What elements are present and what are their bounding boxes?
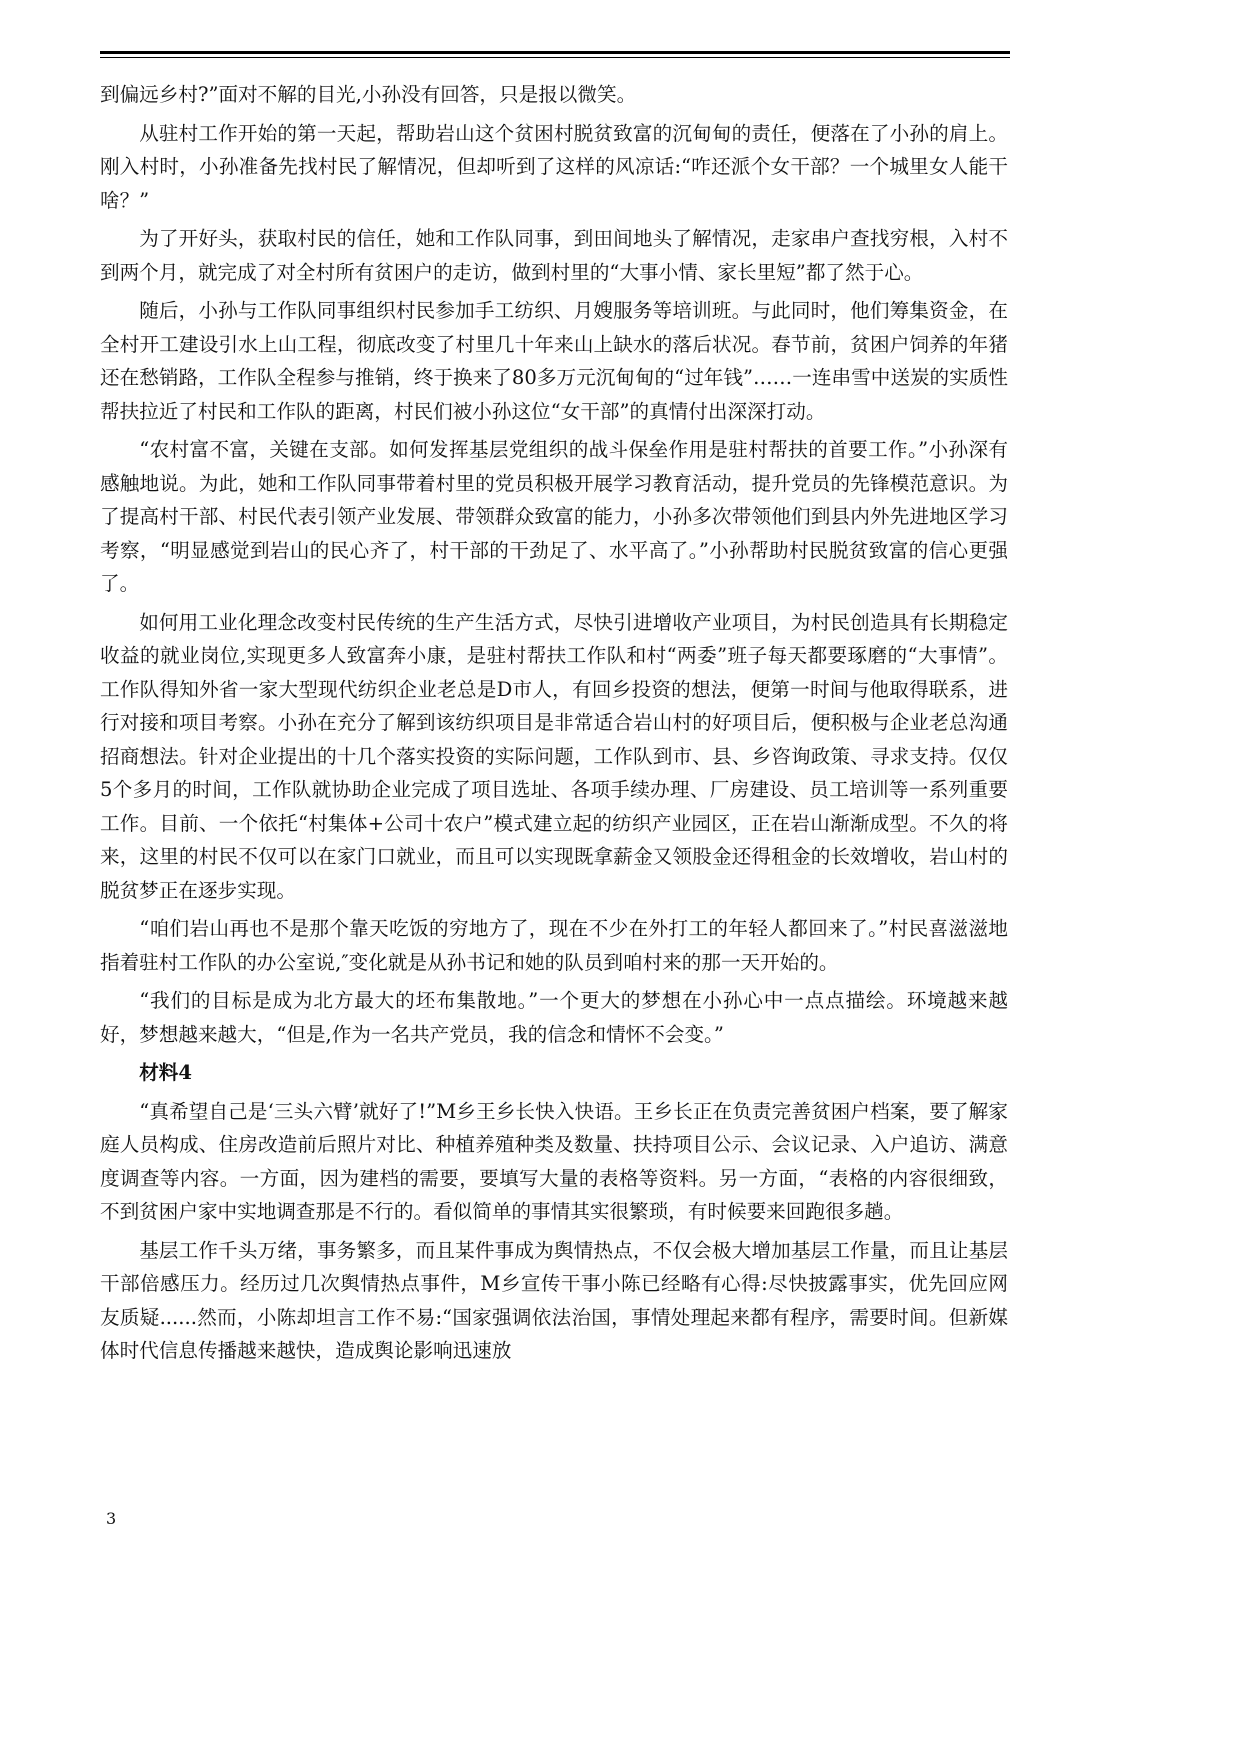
page-number: 3 [106,1509,117,1528]
document-body [100,78,1008,1373]
header-rule-thick [100,51,1010,54]
paragraph: 随后，小孙与工作队同事组织村民参加手工纺织、月嫂服务等培训班。与此同时，他们筹集资金，在全村开工建设引水上山工程，彻底改变了村里几十年来山上缺水的落后状况。春节前，贫困户饲养的年猪还在愁销路，工作队全程参与推销，终于换来了80多万元沉甸甸的“过年钱”……一连串雪中送炭的实质性帮扶拉近了村民和工作队的距离，村民们被小孙这位“女干部”的真情付出深深打动。 [100,299,1008,423]
paragraph: 如何用工业化理念改变村民传统的生产生活方式，尽快引进增收产业项目，为村民创造具有长期稳定收益的就业岗位,实现更多人致富奔小康，是驻村帮扶工作队和村“两委”班子每天都要琢磨的“大事情”。工作队得知外省一家大型现代纺织企业老总是D市人，有回乡投资的想法，便第一时间与他取得联系，进行对接和项目考察。小孙在充分了解到该纺织项目是非常适合岩山村的好项目后，便积极与企业老总沟通招商想法。针对企业提出的十几个落实投资的实际问题，工作队到市、县、乡咨询政策、寻求支持。仅仅5个多月的时间，工作队就协助企业完成了项目选址、各项手续办理、厂房建设、员工培训等一系列重要工作。目前、一个依托“村集体+公司十农户”模式建立起的纺织产业园区，正在岩山渐渐成型。不久的将来，这里的村民不仅可以在家门口就业，而且可以实现既拿薪金又领股金还得租金的长效增收，岩山村的脱贫梦正在逐步实现。 [100,610,1008,902]
paragraph: 为了开好头，获取村民的信任，她和工作队同事，到田间地头了解情况，走家串户查找穷根，入村不到两个月，就完成了对全村所有贫困户的走访，做到村里的“大事小情、家长里短”都了然于心。 [100,227,1008,284]
paragraph: 从驻村工作开始的第一天起，帮助岩山这个贫困村脱贫致富的沉甸甸的责任，便落在了小孙的肩上。刚入村时，小孙准备先找村民了解情况，但却听到了这样的风凉话:“咋还派个女干部？一个城里女人能干啥？” [100,121,1008,212]
paragraph: 基层工作千头万绪，事务繁多，而且某件事成为舆情热点，不仅会极大增加基层工作量，而且让基层干部倍感压力。经历过几次舆情热点事件，M乡宣传干事小陈已经略有心得:尽快披露事实，优先回应网友质疑......然而，小陈却坦言工作不易:“国家强调依法治国，事情处理起来都有程序，需要时间。但新媒体时代信息传播越来越快，造成舆论影响迅速放 [100,1238,1008,1362]
section-heading: 材料4 [139,1061,193,1084]
paragraph: “真希望自己是‘三头六臂’就好了!”M乡王乡长快入快语。王乡长正在负责完善贫困户档案，要了解家庭人员构成、住房改造前后照片对比、种植养殖种类及数量、扶持项目公示、会议记录、入户追访、满意度调查等内容。一方面，因为建档的需要，要填写大量的表格等资料。另一方面，“表格的内容很细致，不到贫困户家中实地调查那是不行的。看似简单的事情其实很繁琐，有时候要来回跑很多趟。 [100,1099,1008,1223]
paragraph: “农村富不富，关键在支部。如何发挥基层党组织的战斗保垒作用是驻村帮扶的首要工作。”小孙深有感触地说。为此，她和工作队同事带着村里的党员积极开展学习教育活动，提升党员的先锋模范意识。为了提高村干部、村民代表引领产业发展、带领群众致富的能力，小孙多次带领他们到县内外先进地区学习考察，“明显感觉到岩山的民心齐了，村干部的干劲足了、水平高了。”小孙帮助村民脱贫致富的信心更强了。 [100,438,1008,595]
paragraph-continuation: 到偏远乡村?”面对不解的目光,小孙没有回答，只是报以微笑。 [100,83,637,106]
paragraph: “咱们岩山再也不是那个靠天吃饭的穷地方了，现在不少在外打工的年轻人都回来了。”村民喜滋滋地指着驻村工作队的办公室说,″变化就是从孙书记和她的队员到咱村来的那一天开始的。 [100,917,1008,974]
paragraph: “我们的目标是成为北方最大的坯布集散地。”一个更大的梦想在小孙心中一点点描绘。环境越来越好，梦想越来越大，“但是,作为一名共产党员，我的信念和情怀不会变。” [100,989,1008,1046]
header-rule-thin [100,57,1010,58]
